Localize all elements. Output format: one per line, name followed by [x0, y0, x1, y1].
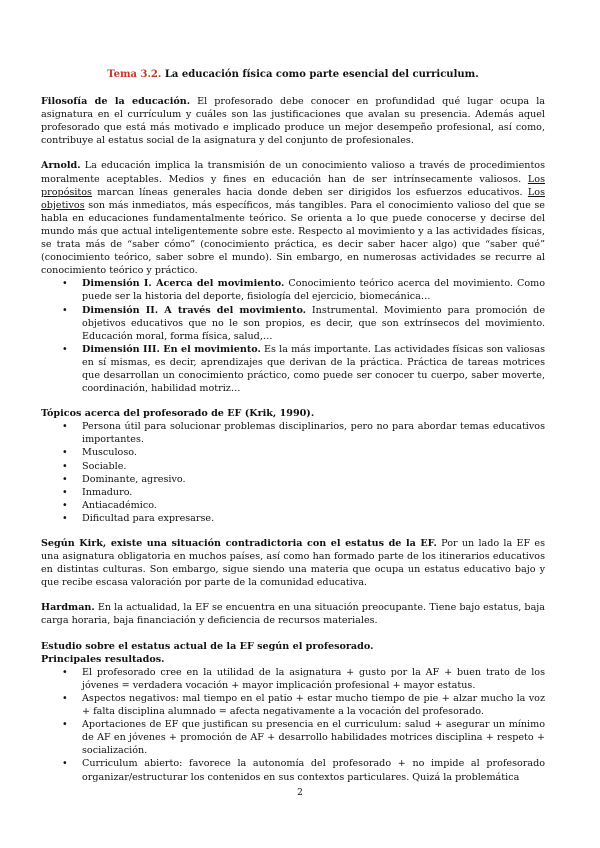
estudio-subheading: Principales resultados. — [41, 653, 165, 665]
arnold-text-1: La educación implica la transmisión de un conocimiento valioso a través de procedimientos moralmente aceptables. Medios y fines en educación han de ser intrínsecamente valiosos. — [41, 160, 545, 185]
estudio-heading: Estudio sobre el estatus actual de la EF según el profesorado. — [41, 640, 374, 652]
list-item: • Curriculum abierto: favorece la autonomía del profesorado + no impide al profesorado organizar/estructurar los contenidos en sus contextos particulares. Quizá la problemática — [41, 757, 545, 783]
filosofia-text: El profesorado debe conocer en profundidad qué lugar ocupa la asignatura en el currículum y cuáles son las justificaciones que avalan su presencia. Además aquel profesorado que está más motivado e implicado produce un mejor desempeño profesional, así como, contribuye al estatus social de la asignatura y del conjunto de profesionales. — [41, 96, 545, 147]
kirk-heading: Según Kirk, existe una situación contradictoria con el estatus de la EF. — [41, 538, 437, 549]
list-item: • Aspectos negativos: mal tiempo en el patio + estar mucho tiempo de pie + alzar mucho la voz + falta disciplina alumnado = afecta negativamente a la vocación del profesorado. — [41, 692, 545, 718]
list-item: • Dominante, agresivo. — [41, 473, 545, 486]
list-item — [41, 343, 545, 395]
list-item: • Dificultad para expresarse. — [41, 512, 545, 525]
hardman-heading: Hardman. — [41, 602, 95, 614]
hardman-text: En la actualidad, la EF se encuentra en una situación preocupante. Tiene bajo estatus, baja carga horaria, baja financiación y deficiencia de recursos materiales. — [41, 602, 545, 627]
list-item: • El profesorado cree en la utilidad de la asignatura + gusto por la AF + buen trato de los jóvenes = verdadera vocación + mayor implicación profesional + mayor estatus. — [41, 666, 545, 692]
dimension-label: Dimensión III. En el movimiento. — [82, 343, 261, 355]
list-item: • Antiacadémico. — [41, 499, 545, 512]
dimension-text: Instrumental. Movimiento para promoción de objetivos educativos que no le son propios, es decir, que son extrínsecos del movimiento. Educación moral, forma física, salud,… — [82, 304, 545, 342]
arnold-text-2: marcan líneas generales hacia donde deben ser dirigidos los esfuerzos educativos. — [91, 186, 528, 198]
page-number: 2 — [297, 788, 303, 798]
filosofia-paragraph — [41, 95, 545, 147]
title-text: La educación física como parte esencial del curriculum. — [161, 69, 479, 80]
dimension-text: Conocimiento teórico acerca del movimiento. Como puede ser la historia del deporte, fisiología del ejercicio, biomecánica… — [82, 278, 546, 303]
topicos-heading: Tópicos acerca del profesorado de EF (Krik, 1990). — [41, 408, 315, 420]
dimension-label: Dimensión II. A través del movimiento. — [82, 304, 307, 316]
arnold-objetivos: Los objetivos — [41, 186, 545, 211]
dimension-text: Es la más importante. Las actividades físicas son valiosas en sí mismas, es decir, aprendizajes que derivan de la práctica. Práctica de tareas motrices que desarrollan un conocimiento práctico, como puede ser conocer tu cuerpo, saber moverte, coordinación, habilidad motriz… — [82, 343, 545, 395]
title-number: Tema 3.2. — [107, 69, 162, 80]
document-body — [41, 68, 545, 796]
list-item: • Musculoso. — [41, 446, 545, 459]
list-item — [41, 304, 545, 343]
kirk-text: Por un lado la EF es una asignatura obligatoria en muchos países, así como han formado parte de los itinerarios educativos en distintas culturas. Son embargo, sigue siendo una materia que ocupa un estatus educativo bajo y que recibe escasa valoración por parte de la comunidad educativa. — [41, 538, 545, 589]
list-item: • Sociable. — [41, 460, 545, 473]
arnold-paragraph — [41, 159, 545, 277]
estudio-list — [41, 666, 545, 784]
dimensions-list — [41, 277, 545, 395]
filosofia-heading: Filosofía de la educación. — [41, 96, 191, 108]
list-item: • Persona útil para solucionar problemas disciplinarios, pero no para abordar temas educativos importantes. — [41, 420, 545, 446]
list-item: • Aportaciones de EF que justifican su presencia en el curriculum: salud + asegurar un mínimo de AF en jóvenes + promoción de AF + desarrollo habilidades motrices disciplina + respeto + socialización. — [41, 718, 545, 757]
list-item — [41, 277, 545, 303]
hardman-paragraph — [41, 601, 545, 627]
dimension-label: Dimensión I. Acerca del movimiento. — [82, 278, 285, 290]
kirk-paragraph — [41, 537, 545, 589]
topicos-list — [41, 420, 545, 525]
arnold-text-3: son más inmediatos, más específicos, más tangibles. Para el conocimiento valioso del que se habla en educaciones fundamentalmente teórico. Se orienta a lo que puede conocerse y decirse del mundo más que actual inteligentemente sobre este. Respecto al movimiento y a las actividades físicas, se trata más de “saber cómo” (conocimiento práctica, es decir saber hacer algo) que “saber qué” (conocimiento teórico, saber sobre el mundo). Sin embargo, en numerosas actividades se recurre al conocimiento teórico y práctico. — [41, 199, 545, 277]
list-item: • Inmaduro. — [41, 486, 545, 499]
page-title — [41, 68, 545, 81]
arnold-propositos: Los propósitos — [41, 173, 545, 198]
arnold-heading: Arnold. — [41, 160, 81, 172]
